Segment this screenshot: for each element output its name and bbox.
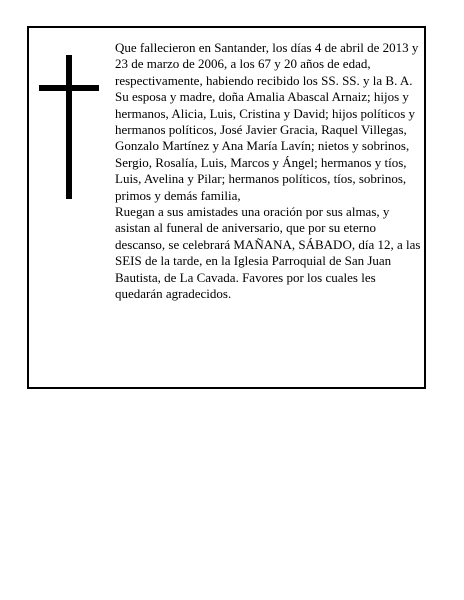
cross-vertical-bar	[66, 55, 72, 199]
notice-text	[115, 40, 421, 303]
cross-icon	[39, 55, 99, 199]
cross-horizontal-bar	[39, 85, 99, 91]
notice-paragraph-funeral: Ruegan a sus amistades una oración por sus almas, y asistan al funeral de aniversario, que por su eterno descanso, se celebrará MAÑANA, SÁBADO, día 12, a las SEIS de la tarde, en la Iglesia Parroquial de San Juan Bautista, de La Cavada. Favores por los cuales les quedarán agradecidos.	[115, 204, 421, 302]
notice-paragraph-family: Su esposa y madre, doña Amalia Abascal Arnaiz; hijos y hermanos, Alicia, Luis, Cristina y David; hijos políticos y hermanos políticos, José Javier Gracia, Raquel Villegas, Gonzalo Martínez y Ana María Lavín; nietos y sobrinos, Sergio, Rosalía, Luis, Marcos y Ángel; hermanos y tíos, Luis, Avelina y Pilar; hermanos políticos, tíos, sobrinos, primos y demás familia,	[115, 89, 416, 203]
obituary-notice	[27, 26, 426, 389]
notice-paragraph-death: Que fallecieron en Santander, los días 4 de abril de 2013 y 23 de marzo de 2006, a los 67 y 20 años de edad, respectivamente, habiendo recibido los SS. SS. y la B. A.	[115, 40, 419, 88]
